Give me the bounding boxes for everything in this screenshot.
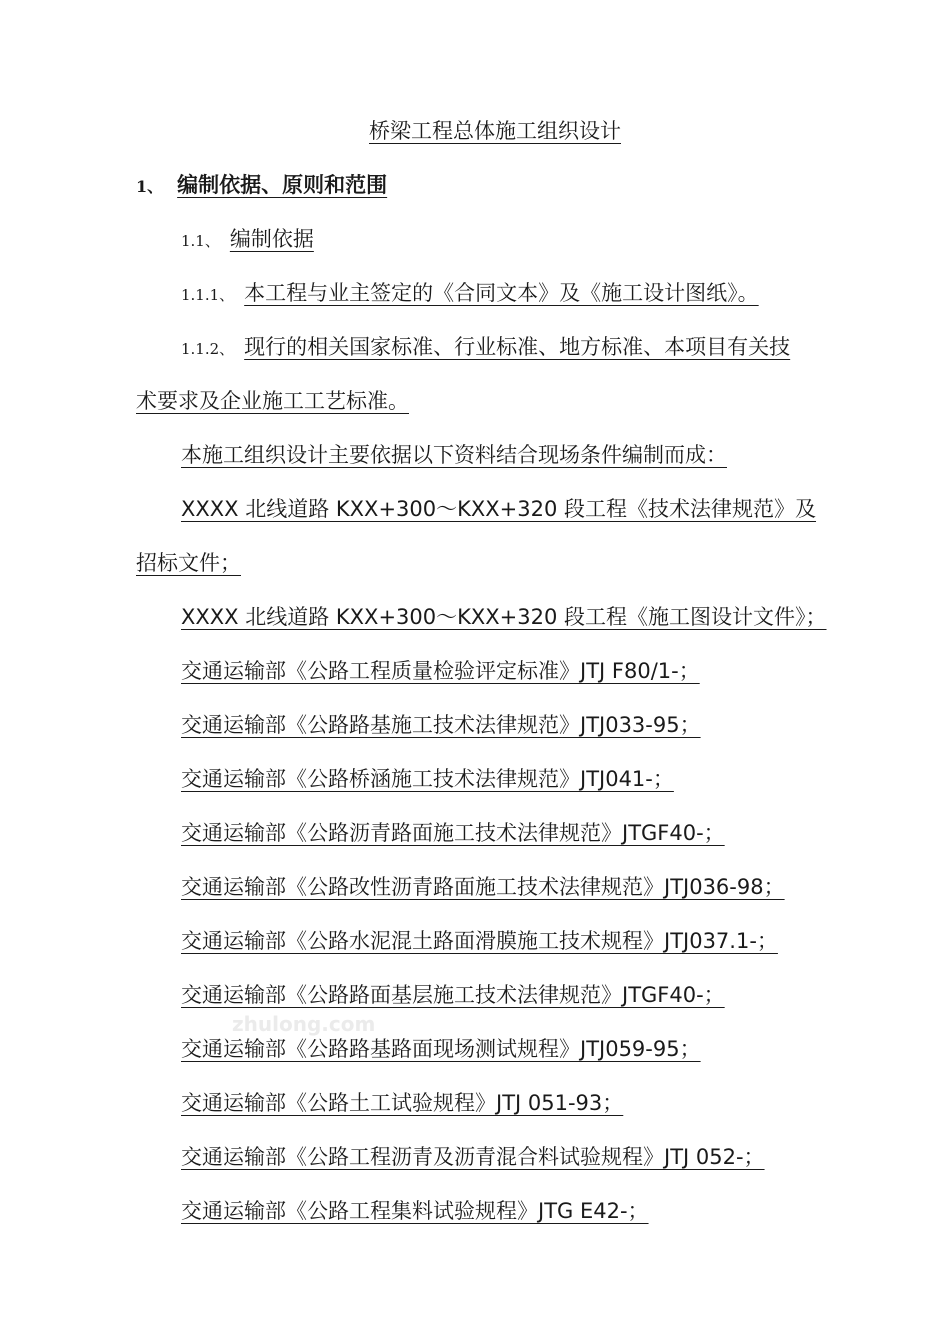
intro-paragraph xyxy=(181,428,871,482)
reference-item xyxy=(181,482,871,536)
section-heading-1 xyxy=(136,158,866,214)
subsection-heading-1-1 xyxy=(181,212,871,268)
watermark: zhulong.com xyxy=(232,1012,376,1036)
item-number: 1.1.2、 xyxy=(181,340,235,358)
subsection-number: 1.1、 xyxy=(181,232,220,250)
reference-item xyxy=(181,1184,871,1238)
reference-item xyxy=(181,1130,871,1184)
item-number: 1.1.1、 xyxy=(181,286,235,304)
reference-item xyxy=(181,698,871,752)
reference-text: 交通运输部《公路工程集料试验规程》JTG E42-； xyxy=(181,1199,649,1223)
reference-text: 交通运输部《公路工程质量检验评定标准》JTJ F80/1-； xyxy=(181,659,700,683)
section-number: 1、 xyxy=(136,177,164,196)
section-title: 编制依据、原则和范围 xyxy=(177,173,388,197)
reference-item xyxy=(181,860,871,914)
item-1-1-2 xyxy=(181,320,871,376)
reference-text: 交通运输部《公路路面基层施工技术法律规范》JTGF40-； xyxy=(181,983,725,1007)
reference-text-continued: 招标文件； xyxy=(136,551,241,575)
reference-item-continuation xyxy=(136,536,866,590)
reference-item xyxy=(181,806,871,860)
reference-text: XXXX 北线道路 KXX+300～KXX+320 段工程《施工图设计文件》； xyxy=(181,605,827,629)
reference-item xyxy=(181,1076,871,1130)
reference-text: 交通运输部《公路水泥混土路面滑膜施工技术规程》JTJ037.1-； xyxy=(181,929,778,953)
reference-text: 交通运输部《公路路基施工技术法律规范》JTJ033-95； xyxy=(181,713,701,737)
item-text: 现行的相关国家标准、行业标准、地方标准、本项目有关技 xyxy=(244,335,791,359)
item-1-1-2-continuation xyxy=(136,374,866,428)
reference-text: XXXX 北线道路 KXX+300～KXX+320 段工程《技术法律规范》及 xyxy=(181,497,817,521)
item-text-continued: 术要求及企业施工工艺标准。 xyxy=(136,389,409,413)
reference-text: 交通运输部《公路路基路面现场测试规程》JTJ059-95； xyxy=(181,1037,701,1061)
reference-text: 交通运输部《公路沥青路面施工技术法律规范》JTGF40-； xyxy=(181,821,725,845)
reference-text: 交通运输部《公路土工试验规程》JTJ 051-93； xyxy=(181,1091,624,1115)
item-text: 本工程与业主签定的《合同文本》及《施工设计图纸》。 xyxy=(244,281,759,305)
reference-item xyxy=(181,914,871,968)
reference-text: 交通运输部《公路工程沥青及沥青混合料试验规程》JTJ 052-； xyxy=(181,1145,765,1169)
reference-text: 交通运输部《公路改性沥青路面施工技术法律规范》JTJ036-98； xyxy=(181,875,785,899)
item-1-1-1 xyxy=(181,266,871,322)
reference-item xyxy=(181,752,871,806)
reference-text: 交通运输部《公路桥涵施工技术法律规范》JTJ041-； xyxy=(181,767,674,791)
reference-item xyxy=(181,590,871,644)
reference-item xyxy=(181,644,871,698)
intro-text: 本施工组织设计主要依据以下资料结合现场条件编制而成： xyxy=(181,443,727,467)
document-title: 桥梁工程总体施工组织设计 xyxy=(369,119,621,143)
subsection-title: 编制依据 xyxy=(229,227,314,251)
